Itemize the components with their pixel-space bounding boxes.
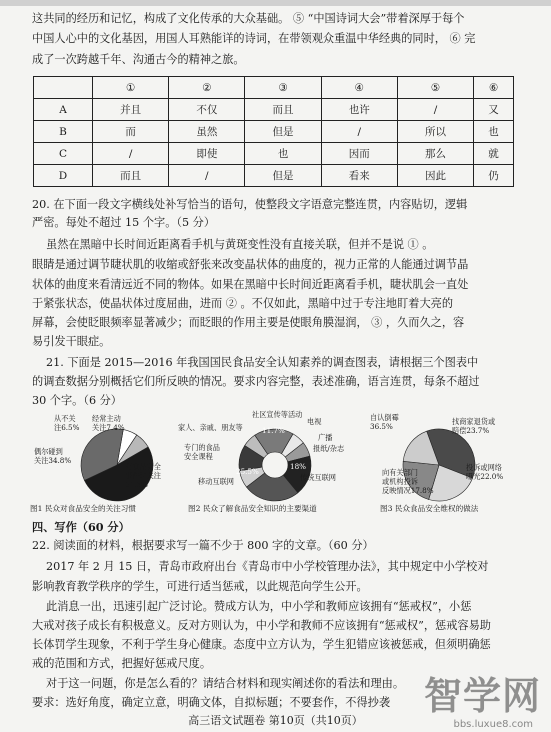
table-cell: 看来 [321,165,397,187]
table-cell: 但是 [245,165,321,187]
material-line: 大戒对孩子成长有积极意义。反对方则认为，中小学和教师不应该拥有“惩戒权”，惩戒容易助 [32,619,491,632]
chart2-label: 社区宣传等活动 [252,410,303,419]
table-cell: 而且 [93,165,169,187]
table-cell: 不仅 [169,99,245,121]
material-line: 此消息一出，迅速引起广泛讨论。赞成方认为，中小学和教师应该拥有“惩戒权”，小惩 [46,600,472,613]
table-cell: A [34,99,93,121]
table-header-cell: ② [169,77,245,99]
material-line: 影响教育教学秩序的学生，可进行适当惩戒，以此规范向学生公开。 [32,580,368,593]
table-cell: C [34,143,93,165]
chart1-label: 经常主动 关注7.4% [92,414,125,432]
table-cell: 即使 [169,143,245,165]
material-line: 2017 年 2 月 15 日，青岛市政府出台《青岛市中小学校管理办法》，其中规定中小学校对 [46,560,489,573]
table-header-cell: ③ [245,77,321,99]
table-cell: / [397,99,473,121]
donut-hole [262,452,288,478]
passage-line: 这共同的经历和记忆，构成了文化传承的大众基础。 ⑤ “中国诗词大会”带着深厚于每个 [32,12,465,25]
table-header-cell [34,77,93,99]
options-table [33,76,514,187]
chart2-label: 家人、亲戚、朋友等 [178,423,243,432]
q21-prompt: 的调查数据分别概括它们所反映的情况。要求内容完整，表述准确，语言连贯，每条不超过 [32,375,480,388]
q20-prompt: 20. 在下面一段文字横线处补写恰当的语句，使整段文字语意完整连贯，内容贴切，逻辑 [32,198,468,211]
table-header-row [34,77,514,99]
q21-prompt: 21. 下面是 2015—2016 年我国国民食品安全认知素养的调查图表，请根据三个图表中 [46,356,479,369]
section-heading: 四、写作（60 分） [32,520,130,534]
chart2-label: 移动互联网 [198,477,234,486]
watermark-logo: 智学网 [423,674,541,718]
q20-paragraph: 状体的曲度来看清远近不同的物体。如果在黑暗中长时间近距离看手机，睫状肌会一直处 [32,278,469,291]
q20-paragraph: 眼睛是通过调节睫状肌的收缩或舒张来改变晶状体的曲度的，视力正常的人能通过调节晶 [32,258,469,271]
chart2-caption: 图2 民众了解食品安全知识的主要渠道 [188,504,317,513]
table-cell: 仍 [474,165,514,187]
chart3-label: 自认倒霉 36.5% [370,413,399,431]
page-footer: 高三语文试题卷 第10页（共10页） [188,714,363,727]
q20-prompt: 严密。每处不超过 15 个字。（5 分） [32,216,216,229]
requirement-line: 对于这一问题，你是怎么看的？请结合材料和现实阐述你的看法和理由。 [46,677,405,690]
chart1-label: 从不关 注6.5% [54,414,80,432]
chart2-label: 传统互联网 [300,473,336,482]
table-header-cell: ⑥ [474,77,514,99]
table-cell: / [93,143,169,165]
q20-paragraph: 于紧张状态，使晶状体过度屈曲，进而 ② 。不仅如此，黑暗中过于专注地盯着大亮的 [32,297,454,310]
material-line: 长体罚学生现象，不利于学生身心健康。态度中立方认为，学生犯错应该被惩戒，但须明确惩 [32,638,491,651]
table-cell: 因此 [397,165,473,187]
passage-line: 成了一次跨越千年、沟通古今的精神之旅。 [32,53,245,66]
chart1-label: 偶尔碰到 关注34.8% [34,447,72,465]
chart1-caption: 图1 民众对食品安全的关注习惯 [30,504,136,513]
chart2-label: 电视 [307,417,322,426]
table-row [34,143,514,165]
table-cell: 那么 [397,143,473,165]
chart1-label: 有食品安全 事件时关注 51.3% [125,462,161,489]
scan-edge [0,0,551,6]
table-cell: / [169,165,245,187]
chart2-value: 18% [290,462,306,471]
table-cell: 又 [474,99,514,121]
q20-paragraph: 虽然在黑暗中长时间近距离看手机与黄斑变性没有直接关联，但并不是说 ① 。 [46,238,434,251]
chart2-value: 25.5% [236,467,259,476]
chart3-label: 投诉或网络 曝光22.0% [466,463,504,481]
table-cell: 但是 [245,121,321,143]
table-header-cell: ④ [321,77,397,99]
q20-paragraph: 屏幕，会使眨眼频率显著减少；而眨眼的作用主要是使眼角膜湿润， ③ ，久而久之，容 [32,316,465,329]
material-line: 戒的范围和方式，把握好惩戒尺度。 [32,657,212,670]
passage-line: 中国人心中的文化基因，用国人耳熟能详的诗词，在带领观众重温中华经典的同时， ⑥ 完 [32,32,476,45]
q20-paragraph: 易引发干眼症。 [32,335,111,348]
chart3-caption: 图3 民众食品安全维权的做法 [380,504,479,513]
table-cell: 而 [93,121,169,143]
table-cell: 就 [474,143,514,165]
chart2-label: 报纸/杂志 [313,444,345,453]
chart2-label: 广播 [318,433,333,442]
table-cell: 也 [474,121,514,143]
table-row [34,121,514,143]
table-cell: 而且 [245,99,321,121]
table-cell: D [34,165,93,187]
chart2-value: 11.7% [262,426,285,435]
table-cell: / [321,121,397,143]
table-row [34,165,514,187]
chart3-label: 向有关部门 或机构投诉 反映情况17.8% [382,468,434,495]
table-header-cell: ① [93,77,169,99]
chart2-label: 专门的食品 安全课程 [184,443,220,461]
table-cell: 虽然 [169,121,245,143]
table-row [34,99,514,121]
table-cell: 也许 [321,99,397,121]
table-cell: 因而 [321,143,397,165]
watermark-url: bbs.luxue8.com [453,719,533,730]
requirement-line: 要求：选好角度，确定立意，明确文体，自拟标题；不要套作，不得抄袭 [32,696,391,709]
table-cell: 也 [245,143,321,165]
q22-prompt: 22. 阅读面的材料，根据要求写一篇不少于 800 字的文章。（60 分） [32,539,374,552]
q21-prompt: 30 个字。（6 分） [32,394,122,407]
table-cell: 所以 [397,121,473,143]
table-cell: 并且 [93,99,169,121]
table-header-cell: ⑤ [397,77,473,99]
chart3-label: 找商家退货或 赔偿23.7% [452,417,496,435]
table-cell: B [34,121,93,143]
